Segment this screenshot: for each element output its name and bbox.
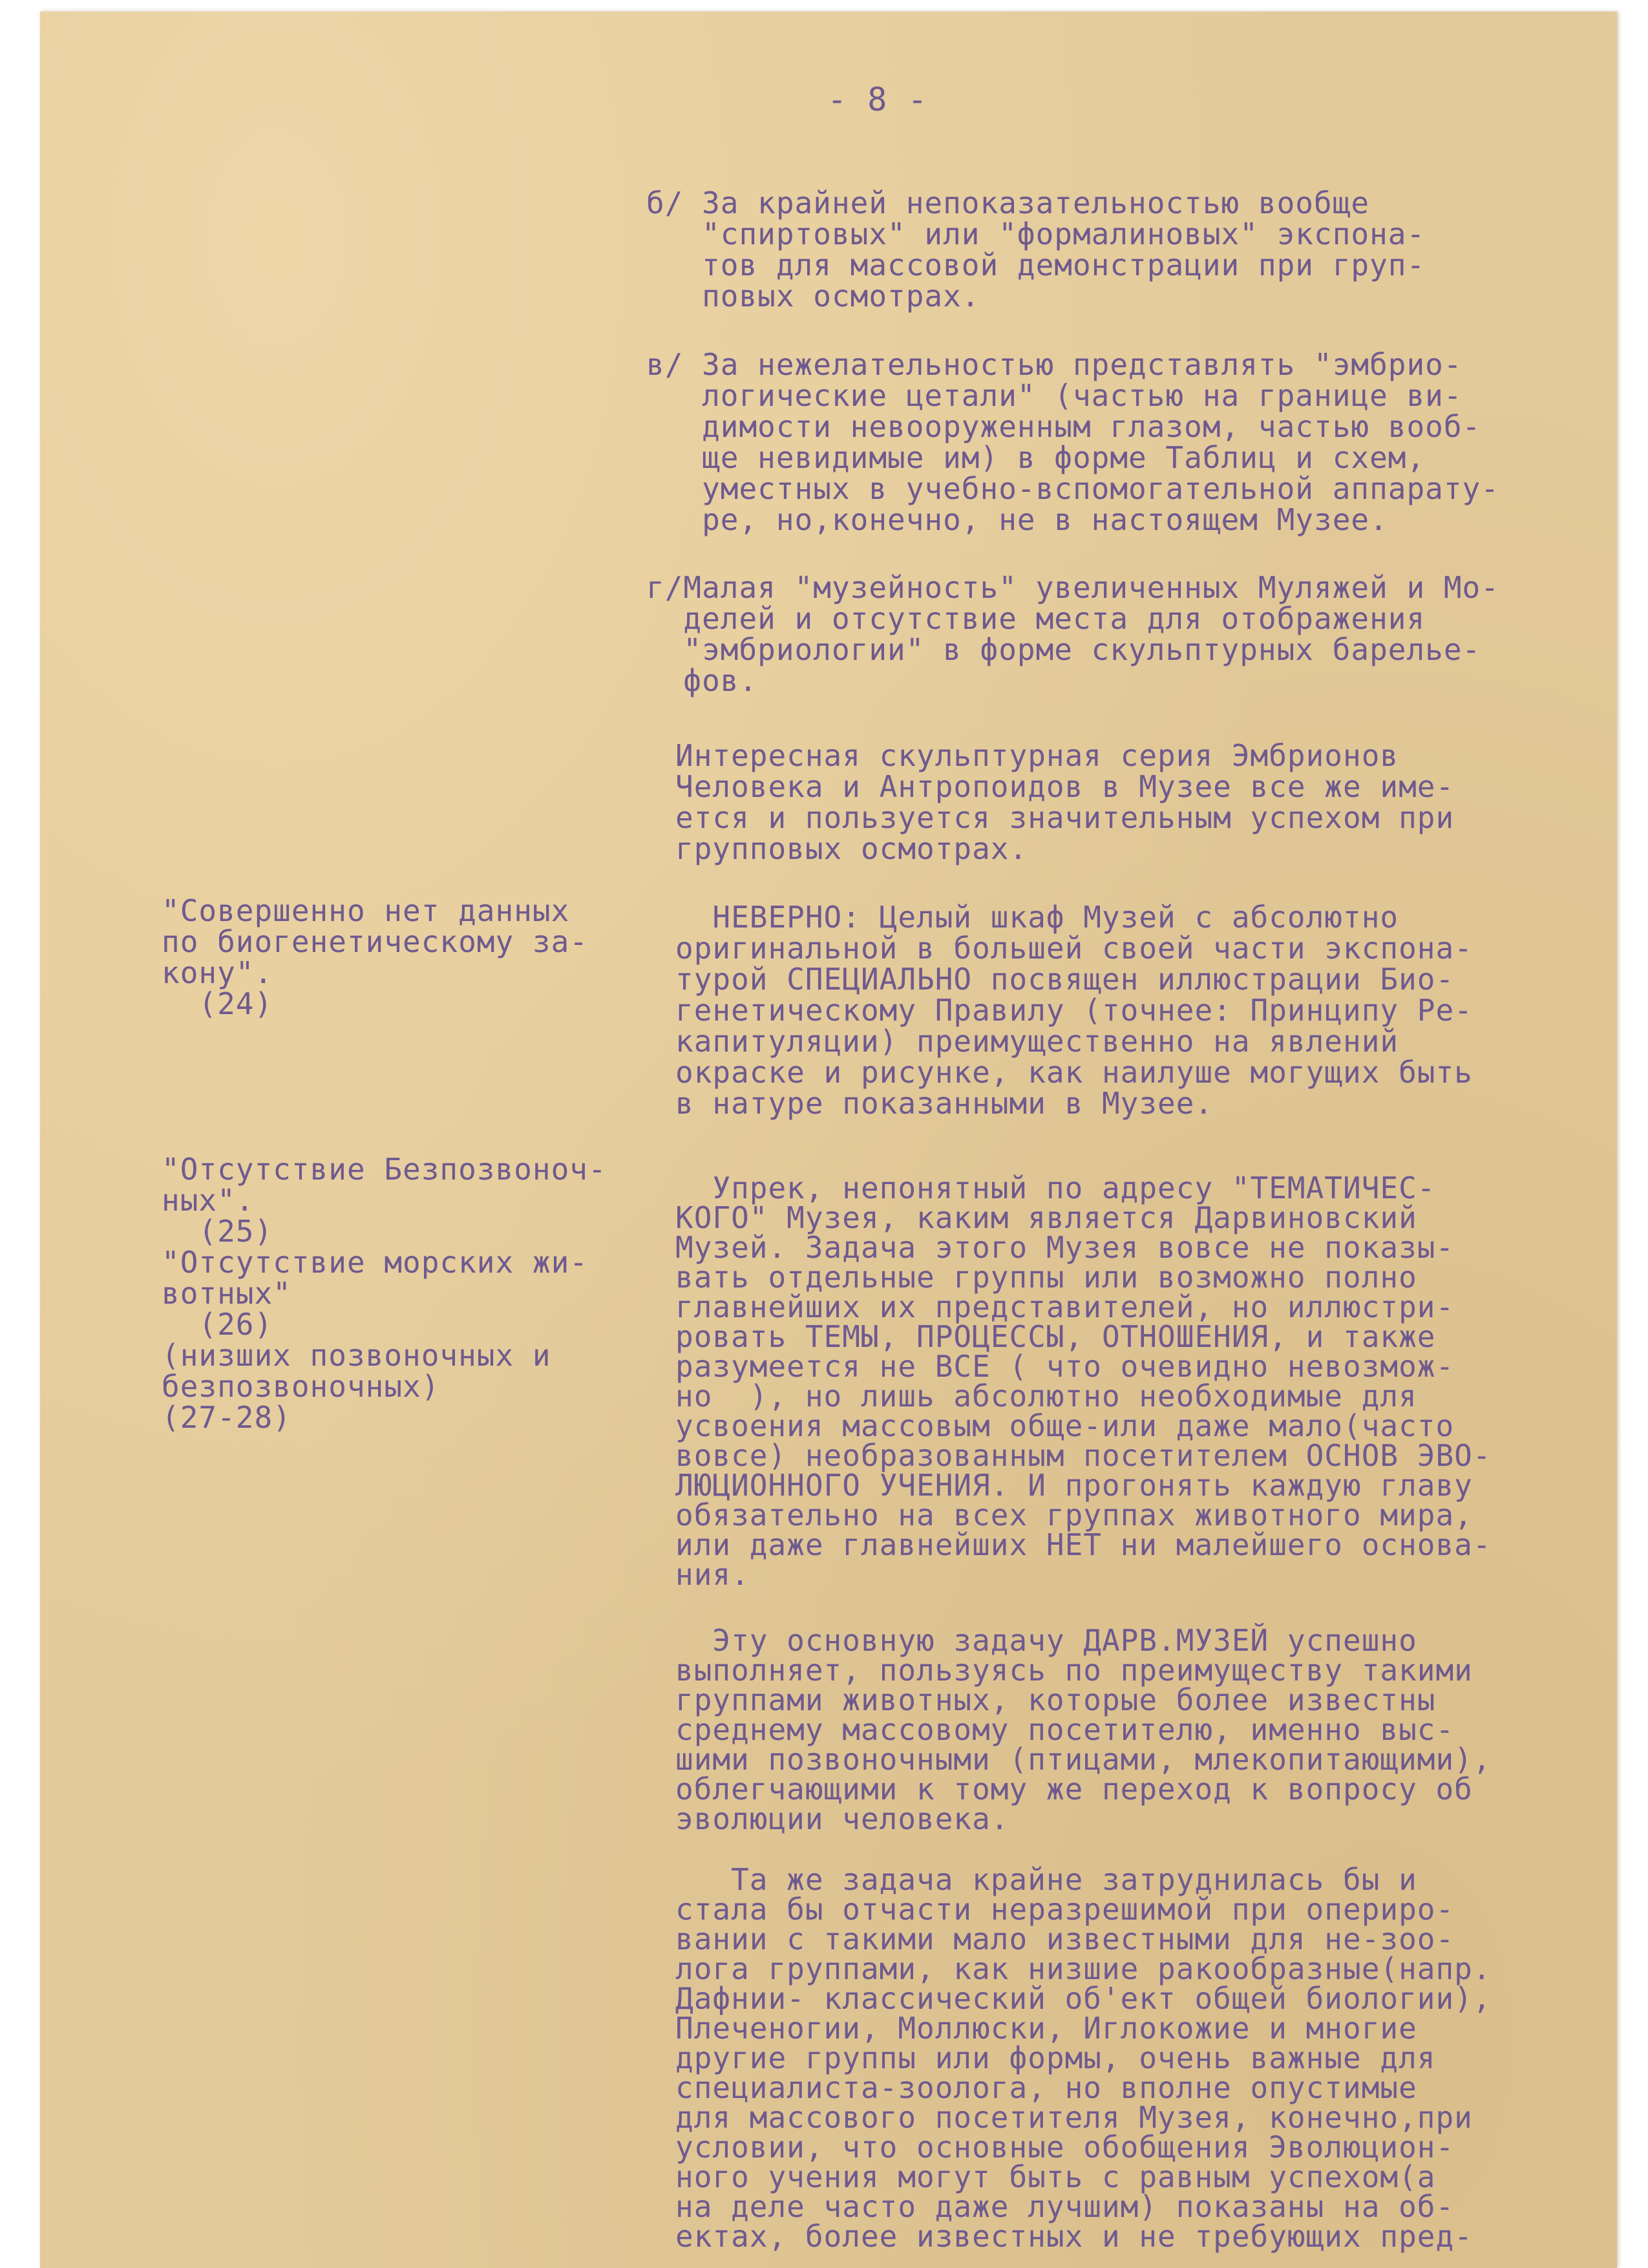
paragraph-main-task: Эту основную задачу ДАРВ.МУЗЕЙ успешно выполняет, пользуясь по преимуществу такими группами животных, которые более известны среднему массовому посетителю, именно выс- шими позвоночными (птицами, млекопитающими), облегчающими к тому же переход к вопросу об эволюции человека.: [675, 1623, 1492, 1836]
margin-note-biogenetic-law: "Совершенно нет данных по биогенетическому за- кону". (24): [162, 893, 588, 1021]
list-item-b: б/ За крайней непоказательностью вообще "спиртовых" или "формалиновых" экспона- тов для массовой демонстрации при груп- повых осмотрах.: [646, 185, 1426, 313]
page-number: - 8 -: [827, 81, 928, 118]
margin-note-invertebrates: "Отсутствие Безпозвоноч- ных". (25) "Отсутствие морских жи- вотных" (26) (низших позвоночных и безпозвоночных) (27-28): [162, 1152, 607, 1435]
paragraph-reproach: Упрек, непонятный по адресу "ТЕМАТИЧЕС- КОГО" Музея, каким является Дарвиновский Музей. Задача этого Музея вовсе не показы- вать отдельные группы или возможно полно главнейших их представителей, но иллюстри- ровать ТЕМЫ, ПРОЦЕССЫ, ОТНОШЕНИЯ, и также разумеется не ВСЕ ( что очевидно невозмож- но ), но лишь абсолютно необходимые для усвоения массовым обще-или даже мало(часто вовсе) необразованным посетителем ОСНОВ ЭВО- ЛЮЦИОННОГО УЧЕНИЯ. И прогонять каждую главу обязательно на всех группах животного мира, или даже главнейших НЕТ ни малейшего основа- ния.: [675, 1171, 1492, 1592]
paragraph-same-task: Та же задача крайне затруднилась бы и стала бы отчасти неразрешимой при опериро- вании с такими мало известными для не-зоо- лога группами, как низшие ракообразные(напр. Дафнии- классический об'ект общей биологии), Плеченогии, Моллюски, Иглокожие и многие другие группы или формы, очень важные для специалиста-зоолога, но вполне опустимые для массового посетителя Музея, конечно,при условии, что основные обобщения Эволюцион- ного учения могут быть с равным успехом(а на деле часто даже лучшим) показаны на об- ектах, более известных и не требующих пред-: [675, 1862, 1492, 2254]
paragraph-neverno: НЕВЕРНО: Целый шкаф Музей с абсолютно оригинальной в большей своей части экспона- турой СПЕЦИАЛЬНО посвящен иллюстрации Био- генетическому Правилу (точнее: Принципу Ре- капитуляции) преимущественно на явлений окраске и рисунке, как наилуше могущих быть в натуре показанными в Музее.: [675, 900, 1473, 1121]
list-item-g: г/Малая "музейность" увеличенных Муляжей и Мо- делей и отсутствие места для отображения "эмбриологии" в форме скульптурных барелье- фов.: [646, 570, 1499, 698]
list-item-v: в/ За нежелательностью представлять "эмбрио- логические цетали" (частью на границе ви- димости невооруженным глазом, частью вооб- ще невидимые им) в форме Таблиц и схем, уместных в учебно-вспомогательной аппарату- ре, но,конечно, не в настоящем Музее.: [646, 347, 1499, 537]
paragraph-embryo-series: Интересная скульптурная серия Эмбрионов Человека и Антропоидов в Музее все же име- ется и пользуется значительным успехом при групповых осмотрах.: [675, 738, 1455, 866]
